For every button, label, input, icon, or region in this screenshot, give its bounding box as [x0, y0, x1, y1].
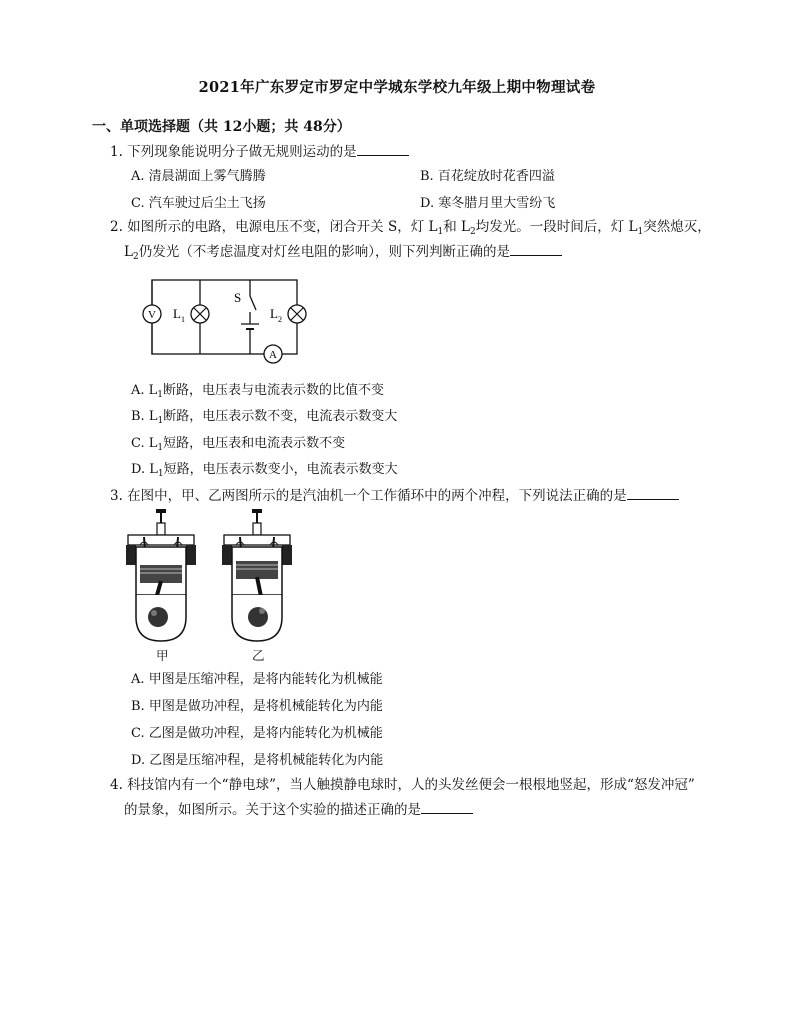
caption-yi: 乙 — [252, 648, 265, 663]
switch-label: S — [234, 290, 242, 305]
answer-blank — [510, 241, 562, 256]
question-3-stem: 3. 在图中，甲、乙两图所示的是汽油机一个工作循环中的两个冲程，下列说法正确的是 — [110, 485, 679, 506]
exam-title: 2021年广东罗定市罗定中学城东学校九年级上期中物理试卷 — [198, 79, 596, 96]
svg-text:L: L — [270, 306, 278, 321]
option-2c: C. $L_1$短路，电压表和电流表示数不变 — [131, 436, 346, 453]
voltmeter-label: V — [148, 309, 156, 321]
answer-blank — [421, 799, 473, 814]
option-3a: A. 甲图是压缩冲程，是将内能转化为机械能 — [131, 672, 383, 687]
option-1a: A. 清晨湖面上雾气腾腾 — [131, 169, 266, 184]
question-4-line-2: 的景象，如图所示。关于这个实验的描述正确的是 — [124, 799, 473, 820]
caption-jia: 甲 — [156, 648, 169, 663]
question-4-line-1: 4. 科技馆内有一个“静电球”，当人触摸静电球时，人的头发丝便会一根根地竖起，形成“怒发冲冠” — [110, 777, 695, 793]
answer-blank — [357, 141, 409, 156]
svg-text:2: 2 — [278, 315, 282, 324]
option-3d: D. 乙图是压缩冲程，是将机械能转化为内能 — [131, 753, 384, 768]
question-2-line-1: 2. 如图所示的电路，电源电压不变，闭合开关 S，灯 $L_1$和 $L_2$均发光。一段时间后，灯 $L_1$突然熄灭， — [110, 219, 711, 237]
option-1d: D. 寒冬腊月里大雪纷飞 — [420, 196, 556, 211]
option-1b: B. 百花绽放时花香四溢 — [420, 169, 555, 184]
question-1 — [110, 141, 409, 162]
option-2a: A. $L_1$断路，电压表与电流表示数的比值不变 — [131, 383, 385, 400]
ammeter-label: A — [269, 349, 277, 361]
section-heading: 一、单项选择题（共 12小题；共 48分） — [92, 119, 351, 135]
option-3b: B. 甲图是做功冲程，是将机械能转化为内能 — [131, 699, 383, 714]
svg-text:1: 1 — [181, 315, 185, 324]
option-2d: D. $L_1$短路，电压表示数变小，电流表示数变大 — [131, 462, 398, 479]
answer-blank — [627, 485, 679, 500]
option-2b: B. $L_1$断路，电压表示数不变，电流表示数变大 — [131, 409, 398, 426]
engine-diagram-yi — [218, 507, 308, 647]
circuit-diagram — [130, 272, 320, 368]
option-1c: C. 汽车驶过后尘土飞扬 — [131, 196, 266, 211]
question-1-stem: 1. 下列现象能说明分子做无规则运动的是 — [110, 144, 357, 160]
svg-text:L: L — [173, 306, 181, 321]
switch-icon — [250, 296, 256, 310]
option-3c: C. 乙图是做功冲程，是将内能转化为机械能 — [131, 726, 383, 741]
engine-diagram-jia — [122, 507, 212, 647]
question-2-line-2: $L_2$仍发光（不考虑温度对灯丝电阻的影响），则下列判断正确的是 — [124, 241, 562, 267]
